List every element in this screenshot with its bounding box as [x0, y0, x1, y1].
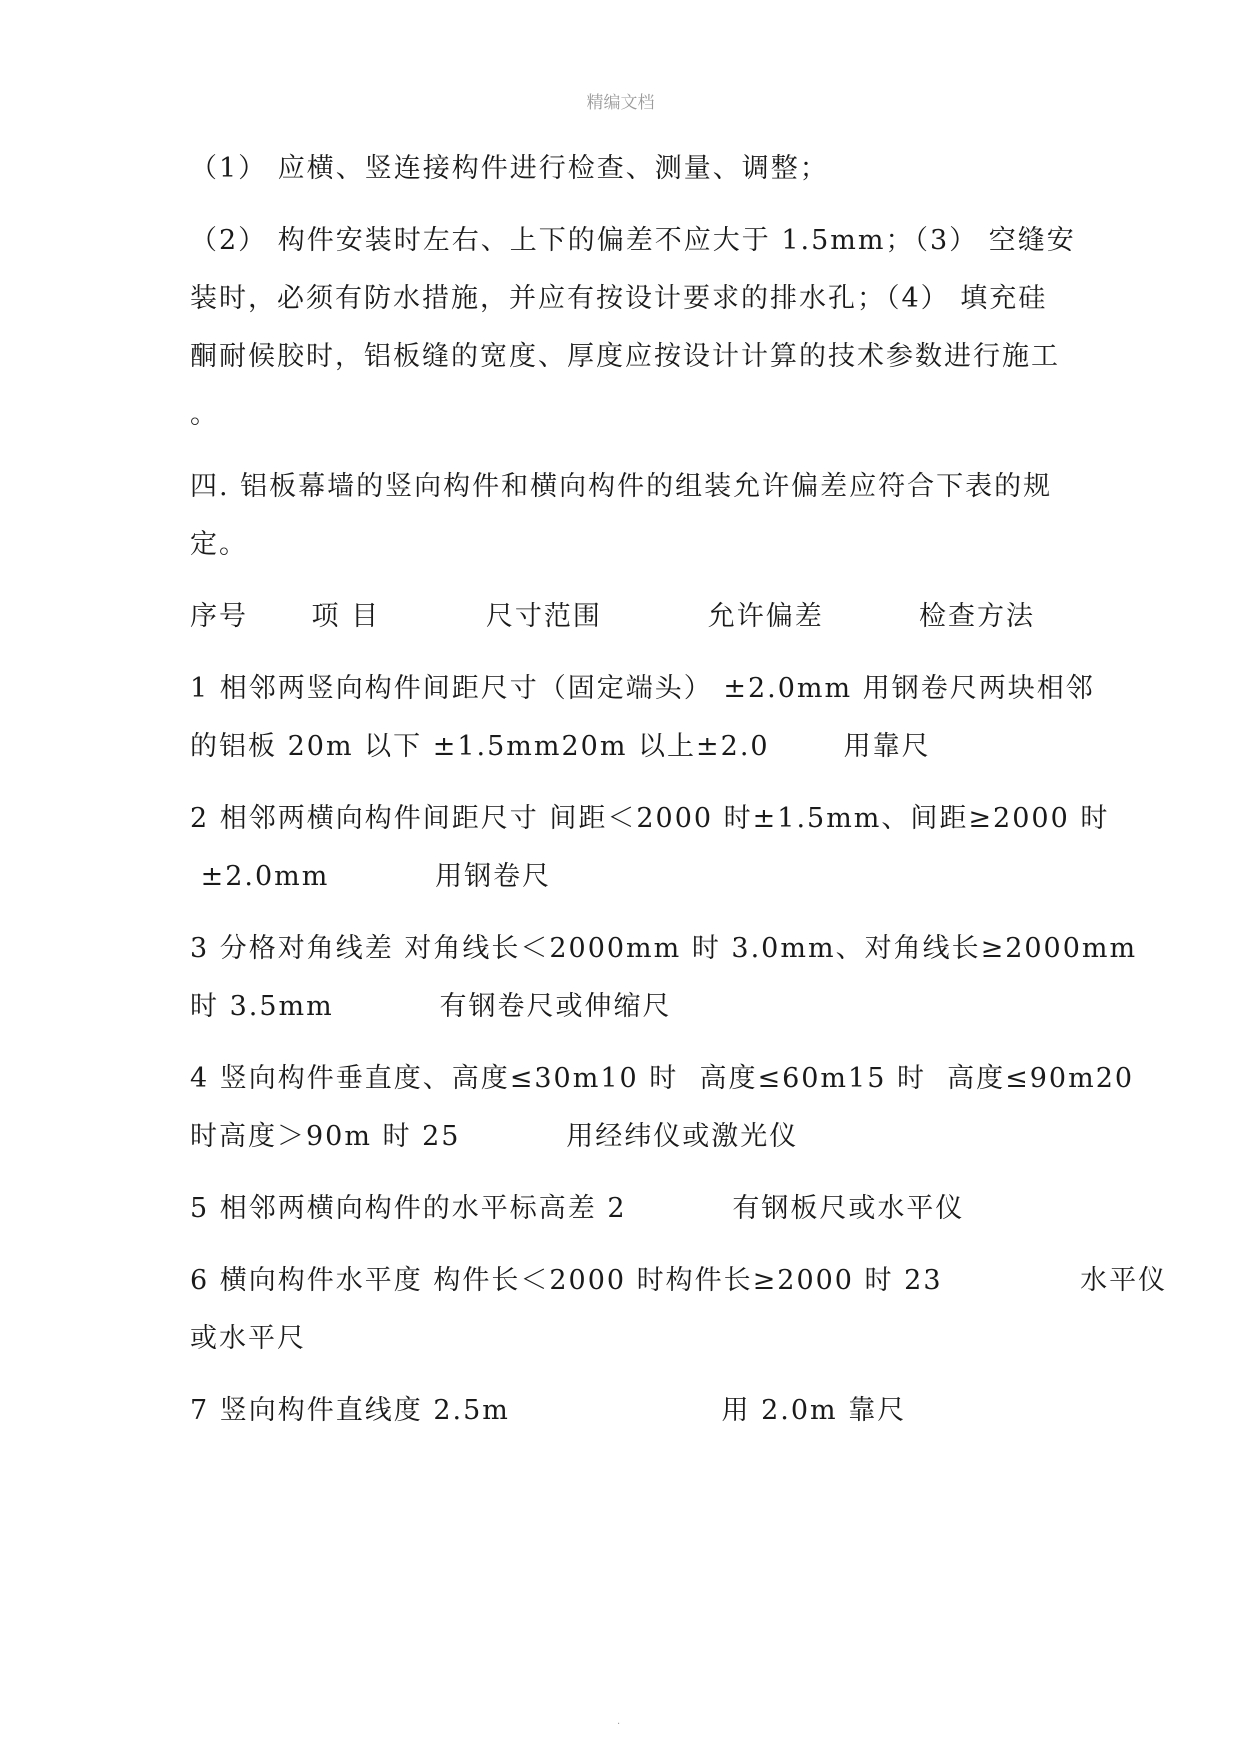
page-header: 精编文档 [586, 93, 655, 113]
table-row: 3 分格对角线差 对角线长＜2000mm 时 3.0mm、对角线长≥2000mm [190, 933, 1138, 964]
text-line: 四. 铝板幕墙的竖向构件和横向构件的组装允许偏差应符合下表的规 [190, 471, 1053, 502]
text-line: 。 [190, 399, 219, 430]
text-line: 定。 [190, 529, 248, 560]
table-row: 或水平尺 [190, 1323, 306, 1354]
table-row: 4 竖向构件垂直度、高度≤30m10 时 高度≤60m15 时 高度≤90m20 [190, 1063, 1135, 1094]
table-row: 6 横向构件水平度 构件长＜2000 时构件长≥2000 时 23 水平仪 [190, 1265, 1168, 1296]
text-line: 装时，必须有防水措施，并应有按设计要求的排水孔；（4） 填充硅 [190, 283, 1048, 314]
page-footer: . [617, 1716, 621, 1727]
table-row: 5 相邻两横向构件的水平标高差 2 有钢板尺或水平仪 [190, 1193, 965, 1224]
text-line: （1） 应横、竖连接构件进行检查、测量、调整； [190, 153, 829, 184]
table-row: ±2.0mm 用钢卷尺 [190, 861, 552, 892]
table-row: 2 相邻两横向构件间距尺寸 间距＜2000 时±1.5mm、间距≥2000 时 [190, 803, 1110, 834]
table-row: 时 3.5mm 有钢卷尺或伸缩尺 [190, 991, 672, 1022]
table-row: 时高度＞90m 时 25 用经纬仪或激光仪 [190, 1121, 799, 1152]
table-row: 1 相邻两竖向构件间距尺寸（固定端头） ±2.0mm 用钢卷尺两块相邻 [190, 673, 1095, 704]
text-line: 酮耐候胶时，铝板缝的宽度、厚度应按设计计算的技术参数进行施工 [190, 341, 1060, 372]
table-row: 7 竖向构件直线度 2.5m 用 2.0m 靠尺 [190, 1395, 907, 1426]
table-header-row: 序号 项 目 尺寸范围 允许偏差 检查方法 [190, 601, 1035, 632]
table-row: 的铝板 20m 以下 ±1.5mm20m 以上±2.0 用靠尺 [190, 731, 931, 762]
text-line: （2） 构件安装时左右、上下的偏差不应大于 1.5mm；（3） 空缝安 [190, 225, 1076, 256]
